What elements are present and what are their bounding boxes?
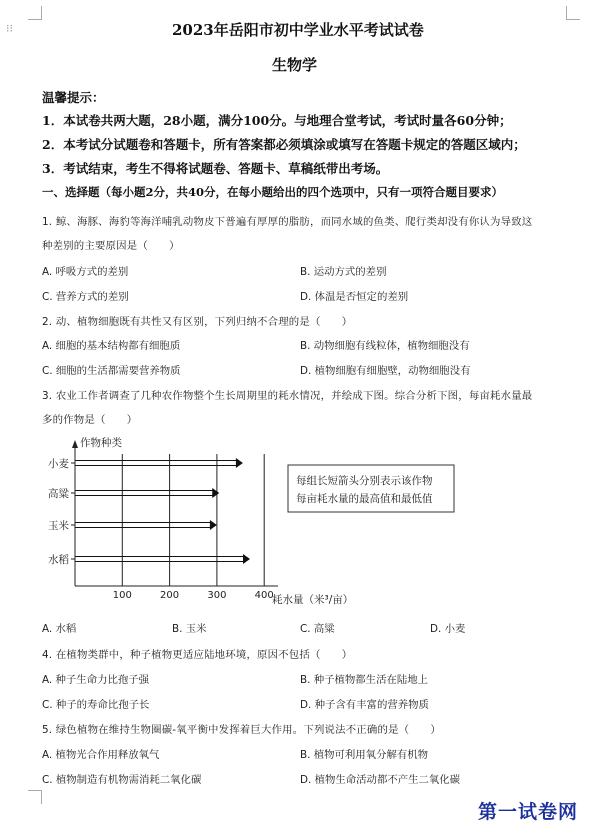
- option-a[interactable]: A. 植物光合作用释放氧气: [42, 749, 160, 761]
- option-a[interactable]: A. 水稻: [42, 623, 77, 635]
- section-heading: 一、选择题（每小题2分，共40分，在每小题给出的四个选项中，只有一项符合题目要求）: [42, 185, 504, 199]
- option-a[interactable]: A. 呼吸方式的差别: [42, 266, 129, 278]
- y-tick-label: 水稻: [48, 554, 69, 566]
- y-tick-label: 高粱: [48, 488, 69, 500]
- question-stem: 1. 鲸、海豚、海豹等海洋哺乳动物皮下普遍有厚厚的脂肪，而同水域的鱼类、爬行类却没有你认为导致这: [42, 216, 533, 228]
- y-tick-label: 小麦: [48, 458, 69, 470]
- option-c[interactable]: C. 植物制造有机物需消耗二氧化碳: [42, 774, 202, 786]
- option-d[interactable]: D. 体温是否恒定的差别: [300, 291, 409, 303]
- y-axis-label: 作物种类: [80, 437, 122, 449]
- option-d[interactable]: D. 植物细胞有细胞壁，动物细胞没有: [300, 365, 471, 377]
- option-d[interactable]: D. 植物生命活动都不产生二氧化碳: [300, 774, 461, 786]
- option-c[interactable]: C. 种子的寿命比孢子长: [42, 699, 150, 711]
- subject-title: 生物学: [272, 56, 318, 74]
- tips-heading: 温馨提示：: [42, 90, 105, 105]
- page-corner-mark: [28, 790, 42, 804]
- tips-item: 3．考试结束，考生不得将试题卷、答题卡、草稿纸带出考场。: [42, 161, 389, 176]
- tips-item: 1．本试卷共两大题，28小题，满分100分。与地理合堂考试，考试时量各60分钟；: [42, 113, 512, 128]
- question-stem: 多的作物是（ ）: [42, 414, 138, 426]
- option-b[interactable]: B. 动物细胞有线粒体，植物细胞没有: [300, 340, 470, 352]
- option-c[interactable]: C. 营养方式的差别: [42, 291, 129, 303]
- option-d[interactable]: D. 小麦: [430, 623, 466, 635]
- site-logo[interactable]: 第一试卷网: [478, 801, 579, 823]
- range-arrow-head: [243, 554, 250, 564]
- x-tick-label: 400: [254, 590, 274, 601]
- option-b[interactable]: B. 玉米: [172, 623, 207, 635]
- range-arrow-head: [212, 488, 219, 498]
- drag-handle-icon[interactable]: ⁝⁝: [6, 22, 13, 35]
- option-c[interactable]: C. 高粱: [300, 623, 335, 635]
- y-tick-label: 玉米: [48, 520, 69, 532]
- question-stem: 2. 动、植物细胞既有共性又有区别，下列归纳不合理的是（ ）: [42, 316, 353, 328]
- exam-title: 2023年岳阳市初中学业水平考试试卷: [172, 21, 424, 39]
- y-axis-arrow: [72, 440, 78, 448]
- option-b[interactable]: B. 种子植物都生活在陆地上: [300, 674, 429, 686]
- annotation-line: 每亩耗水量的最高值和最低值: [296, 493, 433, 505]
- x-tick-label: 200: [160, 590, 180, 601]
- question-stem: 5. 绿色植物在维持生物圈碳-氧平衡中发挥着巨大作用。下列说法不正确的是（ ）: [42, 724, 442, 736]
- option-b[interactable]: B. 植物可利用氧分解有机物: [300, 749, 429, 761]
- option-b[interactable]: B. 运动方式的差别: [300, 266, 387, 278]
- water-consumption-chart: [0, 432, 599, 632]
- x-axis-label: 耗水量（米³/亩）: [272, 594, 354, 606]
- question-stem: 4. 在植物类群中，种子植物更适应陆地环境，原因不包括（ ）: [42, 649, 353, 661]
- tips-item: 2．本考试分试题卷和答题卡，所有答案都必须填涂或填写在答题卡规定的答题区域内；: [42, 137, 526, 152]
- option-a[interactable]: A. 细胞的基本结构都有细胞质: [42, 340, 181, 352]
- option-d[interactable]: D. 种子含有丰富的营养物质: [300, 699, 429, 711]
- question-stem: 3. 农业工作者调查了几种农作物整个生长周期里的耗水情况，并绘成下图。综合分析下图，每亩耗水量最: [42, 390, 533, 402]
- range-arrow-head: [236, 458, 243, 468]
- x-tick-label: 300: [207, 590, 227, 601]
- page-corner-mark: [566, 6, 580, 20]
- range-arrow-head: [210, 520, 217, 530]
- option-c[interactable]: C. 细胞的生活都需要营养物质: [42, 365, 181, 377]
- option-a[interactable]: A. 种子生命力比孢子强: [42, 674, 150, 686]
- page-corner-mark: [28, 6, 42, 20]
- x-tick-label: 100: [112, 590, 132, 601]
- question-stem: 种差别的主要原因是（ ）: [42, 240, 180, 252]
- annotation-line: 每组长短箭头分别表示该作物: [296, 475, 433, 487]
